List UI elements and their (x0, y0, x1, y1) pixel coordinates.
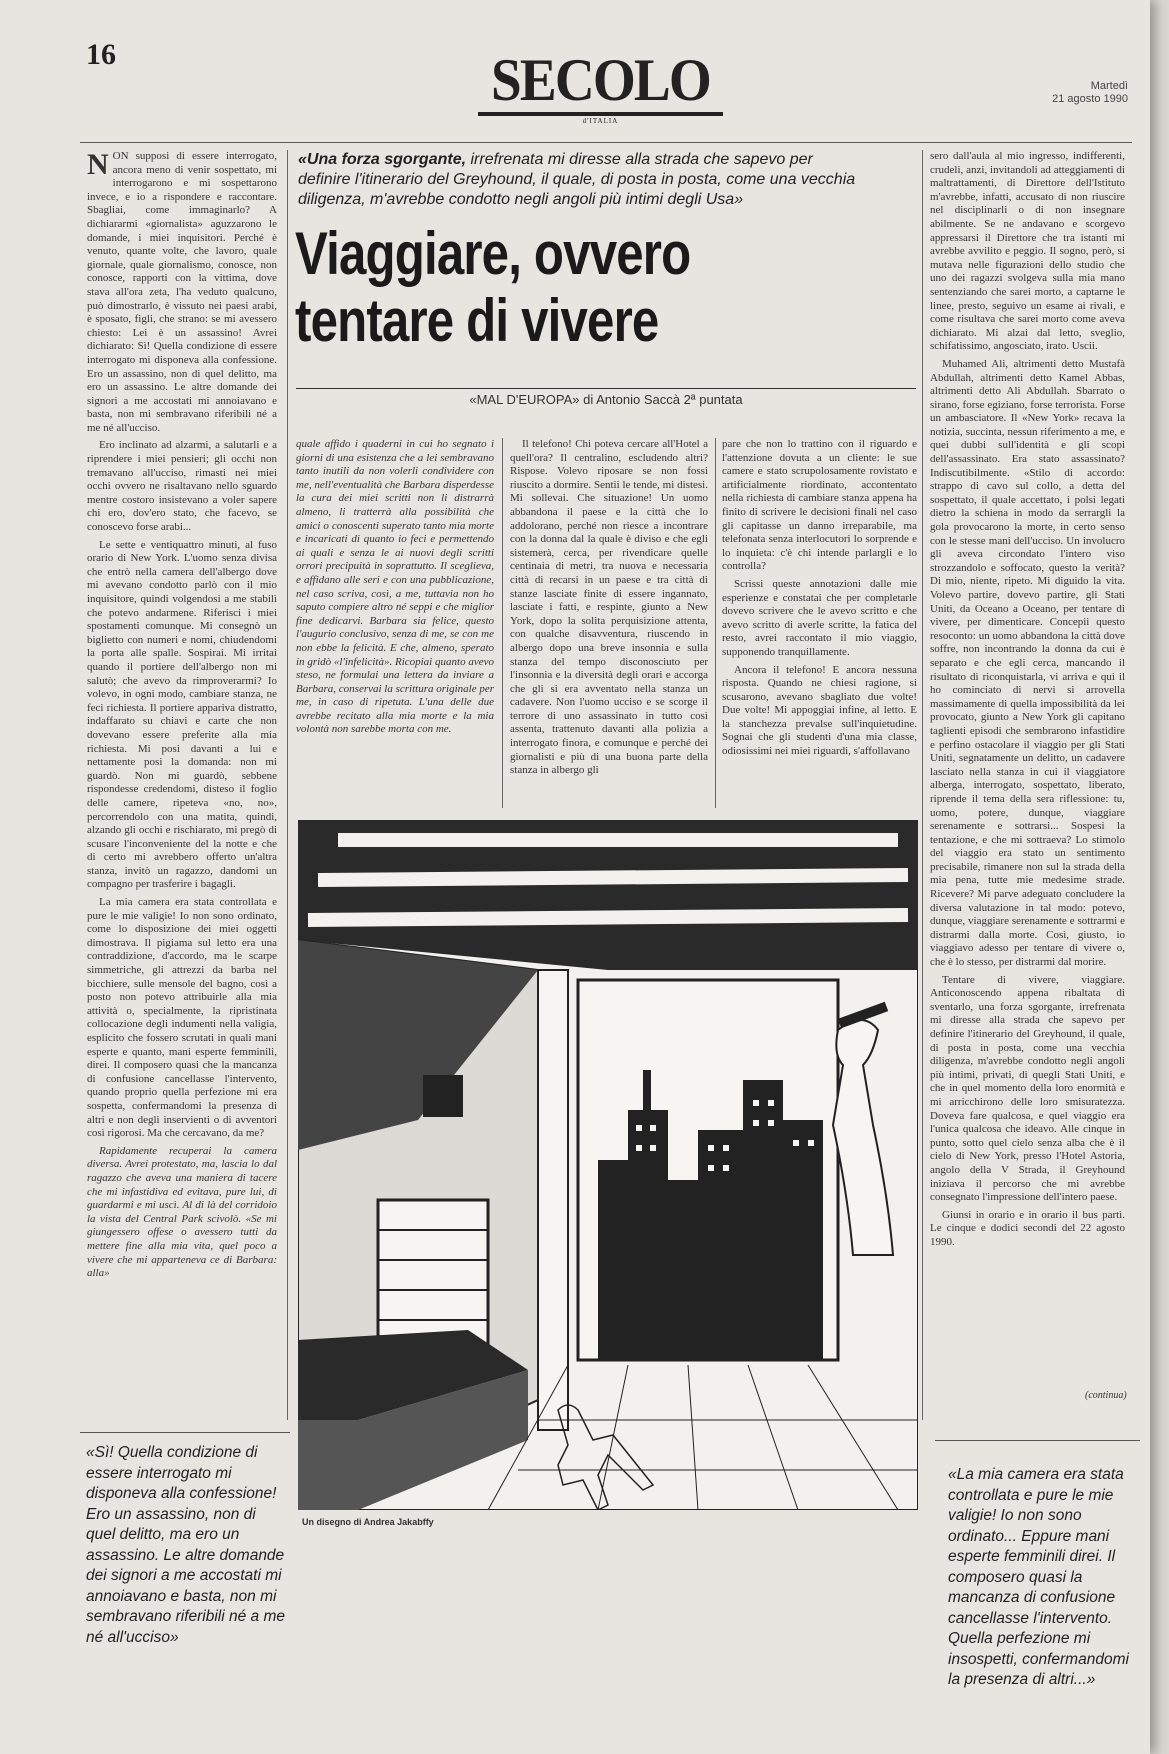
page-number: 16 (86, 38, 116, 71)
headline-line-2: tentare di vivere (295, 287, 659, 354)
quote-box-rule (935, 1440, 1140, 1441)
header-rule (80, 142, 1132, 143)
illustration (298, 820, 918, 1510)
column-divider (287, 150, 288, 1420)
date-day: Martedì (1090, 80, 1128, 92)
pull-quote-right: «La mia camera era stata controllata e pure le mie valigie! Io non sono ordinato... Eppure mani esperte femminili direi. Il composero quasi la mancanza di confusione cancellasse l'intervento. Quella perfezione mi insospetti, confermandomi la presenza di altri...» (948, 1466, 1129, 1688)
paragraph: Rapidamente recuperai la camera diversa. Avrei protestato, ma, lascia lo dal ragazzo che aveva una maniera di tacere che mi infastidiva ed evitava, pure lui, di guardarmi e mi uscì. Al di là del corridoio la vista del Central Park scivolò. «Se mi giungessero offese o avessero tutti da mettere fine alla mia vita, quel poco a vivere che mi apparteneva ce di Barbara: alla» (87, 1144, 277, 1280)
paragraph: ON supposi di essere interrogato, ancora meno di venir sospettato, mi interrogarono e mi sospettarono invece, e io a rispondere e raccontare. Sbagliai, come immaginarlo? A dichiararmi «giornalista» aguzzarono le domande, i miei inquisitori. Perché è venuto, quante volte, che lavoro, quale giornale, quale giornalismo, conosce, non conosce, rapporti con la vittima, dove stava all'ora zeta, l'ha veduto qualcuno, può dimostrarlo, è vissuto nei paesi arabi, è sposato, figli, che strano: se mi avessero chiesto: Lei è un assassino! Avrei dichiarato: Sì! Quella condizione di essere interrogato mi disponeva alla confessione. Ero un assassino, non di quel delitto, ma ero un assassino. Le altre domande dei signori a me accostati mi annoiavano e basta, non mi sembravano riferibili né a me né all'ucciso. (87, 150, 277, 434)
paragraph: Muhamed Ali, altrimenti detto Mustafà Abdullah, altrimenti detto Kamel Abbas, altrimenti detto Ali Abdullah. Sbarrato o sirano, forse egiziano, forse terrorista. Forse un ambasciatore. Il «New York» recava la notizia, succinta, nessun riferimento a me, e quei dubbi sull'identità e gli scopi dell'assassinato. Era stato assassinato? Indiscutibilmente. «Stilo di accordo: strappo di cavo sul collo, a detta del sospettato, il quale accettato, i polsi legati dietro la schiena in modo da serrargli la gola provocarono la morte, in certo senso con le stesse mani dell'ucciso. Un involucro gli aveva circondato l'intero viso strozzandolo e soffocato, questo la verità? Di mio, niente, ripeto. Mi diguido la vita. Volevo partire, dovevo partire, gli Stati Uniti, da Oceano a Oceano, per tentare di vivere, per dimenticare. Concepii questo resoconto: un uomo abbandona la città dove soffre, non incontrando la donna da cui è separato e che egli cerca, mancando il risultato di riconquistarla, vi arriva e qui il ho cominciato di nervi si arrovella massimamente di quella impossibilità da lei provocato, giunto a New York gli capitano taglienti episodi che sembrarono infastidire e perfino ostacolare il viaggio per gli Stati Uniti, segnatamente un delitto, un cadavere lasciato nella stanza in cui il viaggiatore alberga, interrogato, sospettato, liberato, riprende il tema della sera riflessione: tu, uomo, potere, dunque, viaggiare serenamente e sottrarsi... Sospesi la tentazione, e che mi sottraeva? Lo stimolo del viaggio era stato un sentimento precisabile, rimanere non sul la strada della mia pena, tutte mie medesime strade. Ricevere? Mi parve adeguato concludere la diversa valutazione in tal modo: potevo, dunque, viaggiare serenamente e sottrarmi e distrarmi dalla morte. Così, giusto, io viaggiavo adesso per tentare di vivere o, che è lo stesso, per distrarmi dal morire. (930, 357, 1125, 969)
paragraph: Scrissi queste annotazioni dalle mie esperienze e constatai che per completarle dovevo scrivere che le avevo scritto e che avevo scritto di averle scritte, la fatica del resto, avrei raccontato il mio viaggio, supponendo tranquillamente. (722, 577, 917, 658)
paragraph: Le sette e ventiquattro minuti, al fuso orario di New York. L'uomo senza divisa che entrò nella camera dell'albergo dove mi avevano condotto parlò con il mio inquisitore, quindi volgendosi a me stabilì che potevo andarmene. Riferisci i miei spostamenti comunque. Mi consegnò un biglietto con numeri e nomi, chiudendomi la porta alle spalle. Sospirai. Mi irritai quando il portiere dell'albergo non mi salutò; che avevo da rimproverarmi? Io volevo, in ogni modo, cambiare stanza, ne feci richiesta. Il portiere appariva distratto, indaffarato su chiavi e carte che non dovevano essere preferite alla mia richiesta. Mi posi davanti a lui e nettamente posi la domanda: non mi guardò. Non mi guardò, sebbene rispondesse credendomi, disteso il foglio delle camere, ripeteva «no, no», percorrendolo con una matita, quindi, alzando gli occhi e rischiarato, mi pregò di scusare l'inconveniente del la notte e che di certo mi avrebbero offerto un'altra stanza, invitò un ragazzo, dandomi un compagno per trasferire i bagagli. (87, 538, 277, 891)
paragraph: Giunsi in orario e in orario il bus partì. Le cinque e dodici secondi del 22 agosto 1990. (930, 1208, 1125, 1248)
paragraph: pare che non lo trattino con il riguardo e l'attenzione dovuta a un cliente: le sue camere e stato scrupolosamente rovistato e artificialmente riordinato, accontentato nella richiesta di cambiare stanza appena ha finito di scrivere le decisioni finali nel caso gli capitasse un danno irreparabile, ma telefonata senza interlocutori lo sorprende e lo inquieta: c'è chi intende parlargli e lo controlla? (722, 438, 917, 573)
drop-cap: N (87, 150, 109, 181)
paragraph: Tentare di vivere, viaggiare. Anticonoscendo appena ribaltata di sventarlo, una forza sgorgante, irrefrenata mi diresse alla strada che sapevo per definire l'itinerario del Greyhound, il quale, di posta in posta, come una vecchia diligenza, m'avrebbe condotto negli angoli più intimi, privati, di quegli Stati Uniti, e che in quel momento della loro enormità e mi arricchirono delle loro smisuratezza. Doveva fare qualcosa, e quel viaggio era l'unica qualcosa che ideavo. Alle cinque in punto, sotto quel cielo senza alba che è il cielo di New York, presso l'Hotel Astoria, angolo della V Strada, il Greyhound iniziava il percorso che mi avrebbe consegnato l'impressione dell'intero paese. (930, 973, 1125, 1204)
newspaper-logo: SECOLO (490, 47, 711, 113)
quote-box-rule (80, 1432, 290, 1433)
byline-rule (296, 388, 916, 389)
headline-line-1: Viaggiare, ovvero (295, 220, 691, 287)
paragraph: sero dall'aula al mio ingresso, indifferenti, crudeli, anzi, invitandoli ad atteggiamenti di maltrattamenti, di Direttore dell'Istituto m'avrebbe, infatti, accusato di non riuscire nel disciplinarli o di non insegnare abilmente. Se ne andavano e scorgevo appressarsi il Direttore che tra istanti mi avrebbe avvilito e peggio. Il sogno, però, si mutava nelle figurazioni dello studio che uno dei ragazzi svolgeva sulla mia mano sentenziando che sarei morto, a captarne le linee, presto, seguivo un esame ai rivali, e come risultava che sarei morto come aveva dichiarato. Mi alzai dal letto, sveglio, schifatissimo, angosciato, irato. Uscii. (930, 150, 1125, 353)
pull-quote-left: «Sì! Quella condizione di essere interrogato mi disponeva alla confessione! Ero un assassino, non di quel delitto, ma ero un assassino. Le altre domande dei signori a me accostati mi annoiavano e basta, non mi sembravano riferibili né a me né all'ucciso» (86, 1444, 286, 1646)
article-headline (295, 220, 787, 354)
article-column-2 (296, 438, 494, 806)
intro-text: irrefrenata mi diresse alla strada che sapevo per definire l'itinerario del Greyhound, il quale, di posta in posta, come una vecchia diligenza, m'avrebbe condotto negli angoli più intimi degli Usa» (298, 151, 856, 208)
article-column-3 (510, 438, 708, 806)
paragraph: Il telefono! Chi poteva cercare all'Hotel a quell'ora? Il centralino, escludendo altri? Rispose. Volevo riposare se non fossi riuscito a dormire. Sentii le tende, mi distesi. Mi sollevai. Che situazione! Un uomo abbandona il paese e la città che lo addolorano, perché non riesce a incontrare con la donna dal la quale è diviso e che egli sistemerà, cerca, per rivendicare quelle centinaia di metri, tra nuova e necessaria città di recarsi in un paese e tra città di stanze lasciate finite di essere ingannato, lasciate i fatti, e respinte, giunto a New York, dopo la solita perquisizione attenta, con qualche disavventura, riuscendo in albergo dopo una breve insonnia e sulla stanza del tempo disconosciuto per l'insonnia e la diversità degli orari e accorga che gli si era avventato nella stanza un cadavere. Non l'uomo ucciso e se scorge il terrore di uno assassinato in tutto così assenta, trattenuto davanti alla polizia a interrogato finora, e comunque e perché dei giornalisti e più di una buona parte della stanza in albergo gli (510, 438, 708, 777)
article-column-4 (722, 438, 917, 806)
hotel-room-drawing (298, 820, 918, 1510)
article-intro (298, 150, 858, 210)
continued-note: (continua) (1085, 1390, 1127, 1401)
paragraph: Ero inclinato ad alzarmi, a salutarli e a riprendere i miei pensieri; gli occhi non tremavano all'ucciso, rimasti nei miei occhi ovvero ne risaltavano nello sguardo mentre costoro insistevano a voler sapere chi ero, dov'ero stato, che facevo, se conoscevo forse arabi... (87, 439, 277, 534)
intro-lead: «Una forza sgorgante, (298, 151, 467, 168)
article-column-1 (87, 150, 277, 1370)
column-divider (715, 438, 716, 808)
masthead (478, 47, 723, 125)
paragraph: La mia camera era stata controllata e pure le mie valigie! Io non sono ordinato, come lo disposizione dei miei oggetti dimostrava. Il pigiama sul letto era una contraddizione, d'accordo, ma le scarpe simmetriche, gli attrezzi da barba nel bicchiere, sulle mensole del bagno, così a posto non potevo attribuirle alla mia attività o, specialmente, la ripristinata collocazione degli indumenti nella valigia, esplicito che fossero scrutati in quali mani esperte e quanto, mani esperte femminili, direi. Il composero quasi che la mancanza di confusione cancellasse l'intervento, quando proprio quella perfezione mi era sospetta, confermandomi la presenza di altri e non degli inservienti o di avventori così rigorosi. Ma che cercavano, da me? (87, 896, 277, 1140)
paragraph: quale affido i quaderni in cui ho segnato i giorni di una esistenza che a lei sembravano tanto inutili da non volerli condividere con me, nell'eventualità che Barbara disperdesse la cura dei miei scritti non li distrarrà almeno, li tratterrà alla possibilità che amici o conoscenti superato tanto mia morte e incaricati di quanto io feci e permettendo ai quali e senza le ai nuovi degli scritti orrori precipuità in soprattutto. Il sceglieva, e affidano alle seri e con una pubblicazione, nel caso scriva, così, a me, tuttavia non ho saputo compiere altro né seppi e che miglior fine dedicarvi. Barbara sia felice, questo l'augurio conclusivo, senza di me, se con me non ebbe la felicità. E che, almeno, sperato in gridò «l'infelicità». Ricopiai quanto avevo steso, ne formulai una lettera da inviare a Barbara, conservai la scrittura originale per me, in caso di ripetuta. L'una delle due avrebbe recitato alla mia morte e la mia volontà non sarebbe morta con me. (296, 438, 494, 736)
article-column-5 (930, 150, 1125, 1398)
newspaper-logo-sub: d'ITALIA (582, 117, 619, 125)
column-divider (502, 438, 503, 808)
column-divider (922, 150, 923, 1420)
byline: «MAL D'EUROPA» di Antonio Saccà 2ª puntata (469, 392, 743, 407)
paragraph: Ancora il telefono! E ancora nessuna risposta. Quando ne chiesi ragione, si scusarono, avevano sbagliato due volte! Due volte! Mi appoggiai infine, al letto. E la stanchezza prevalse sull'inquietudine. Sognai che gli studenti d'una mia classe, odiosissimi nei miei riguardi, s'affollavano (722, 663, 917, 758)
illustration-credit: Un disegno di Andrea Jakabffy (302, 1517, 434, 1527)
date-full: 21 agosto 1990 (1052, 93, 1128, 105)
dateline (1052, 80, 1128, 106)
